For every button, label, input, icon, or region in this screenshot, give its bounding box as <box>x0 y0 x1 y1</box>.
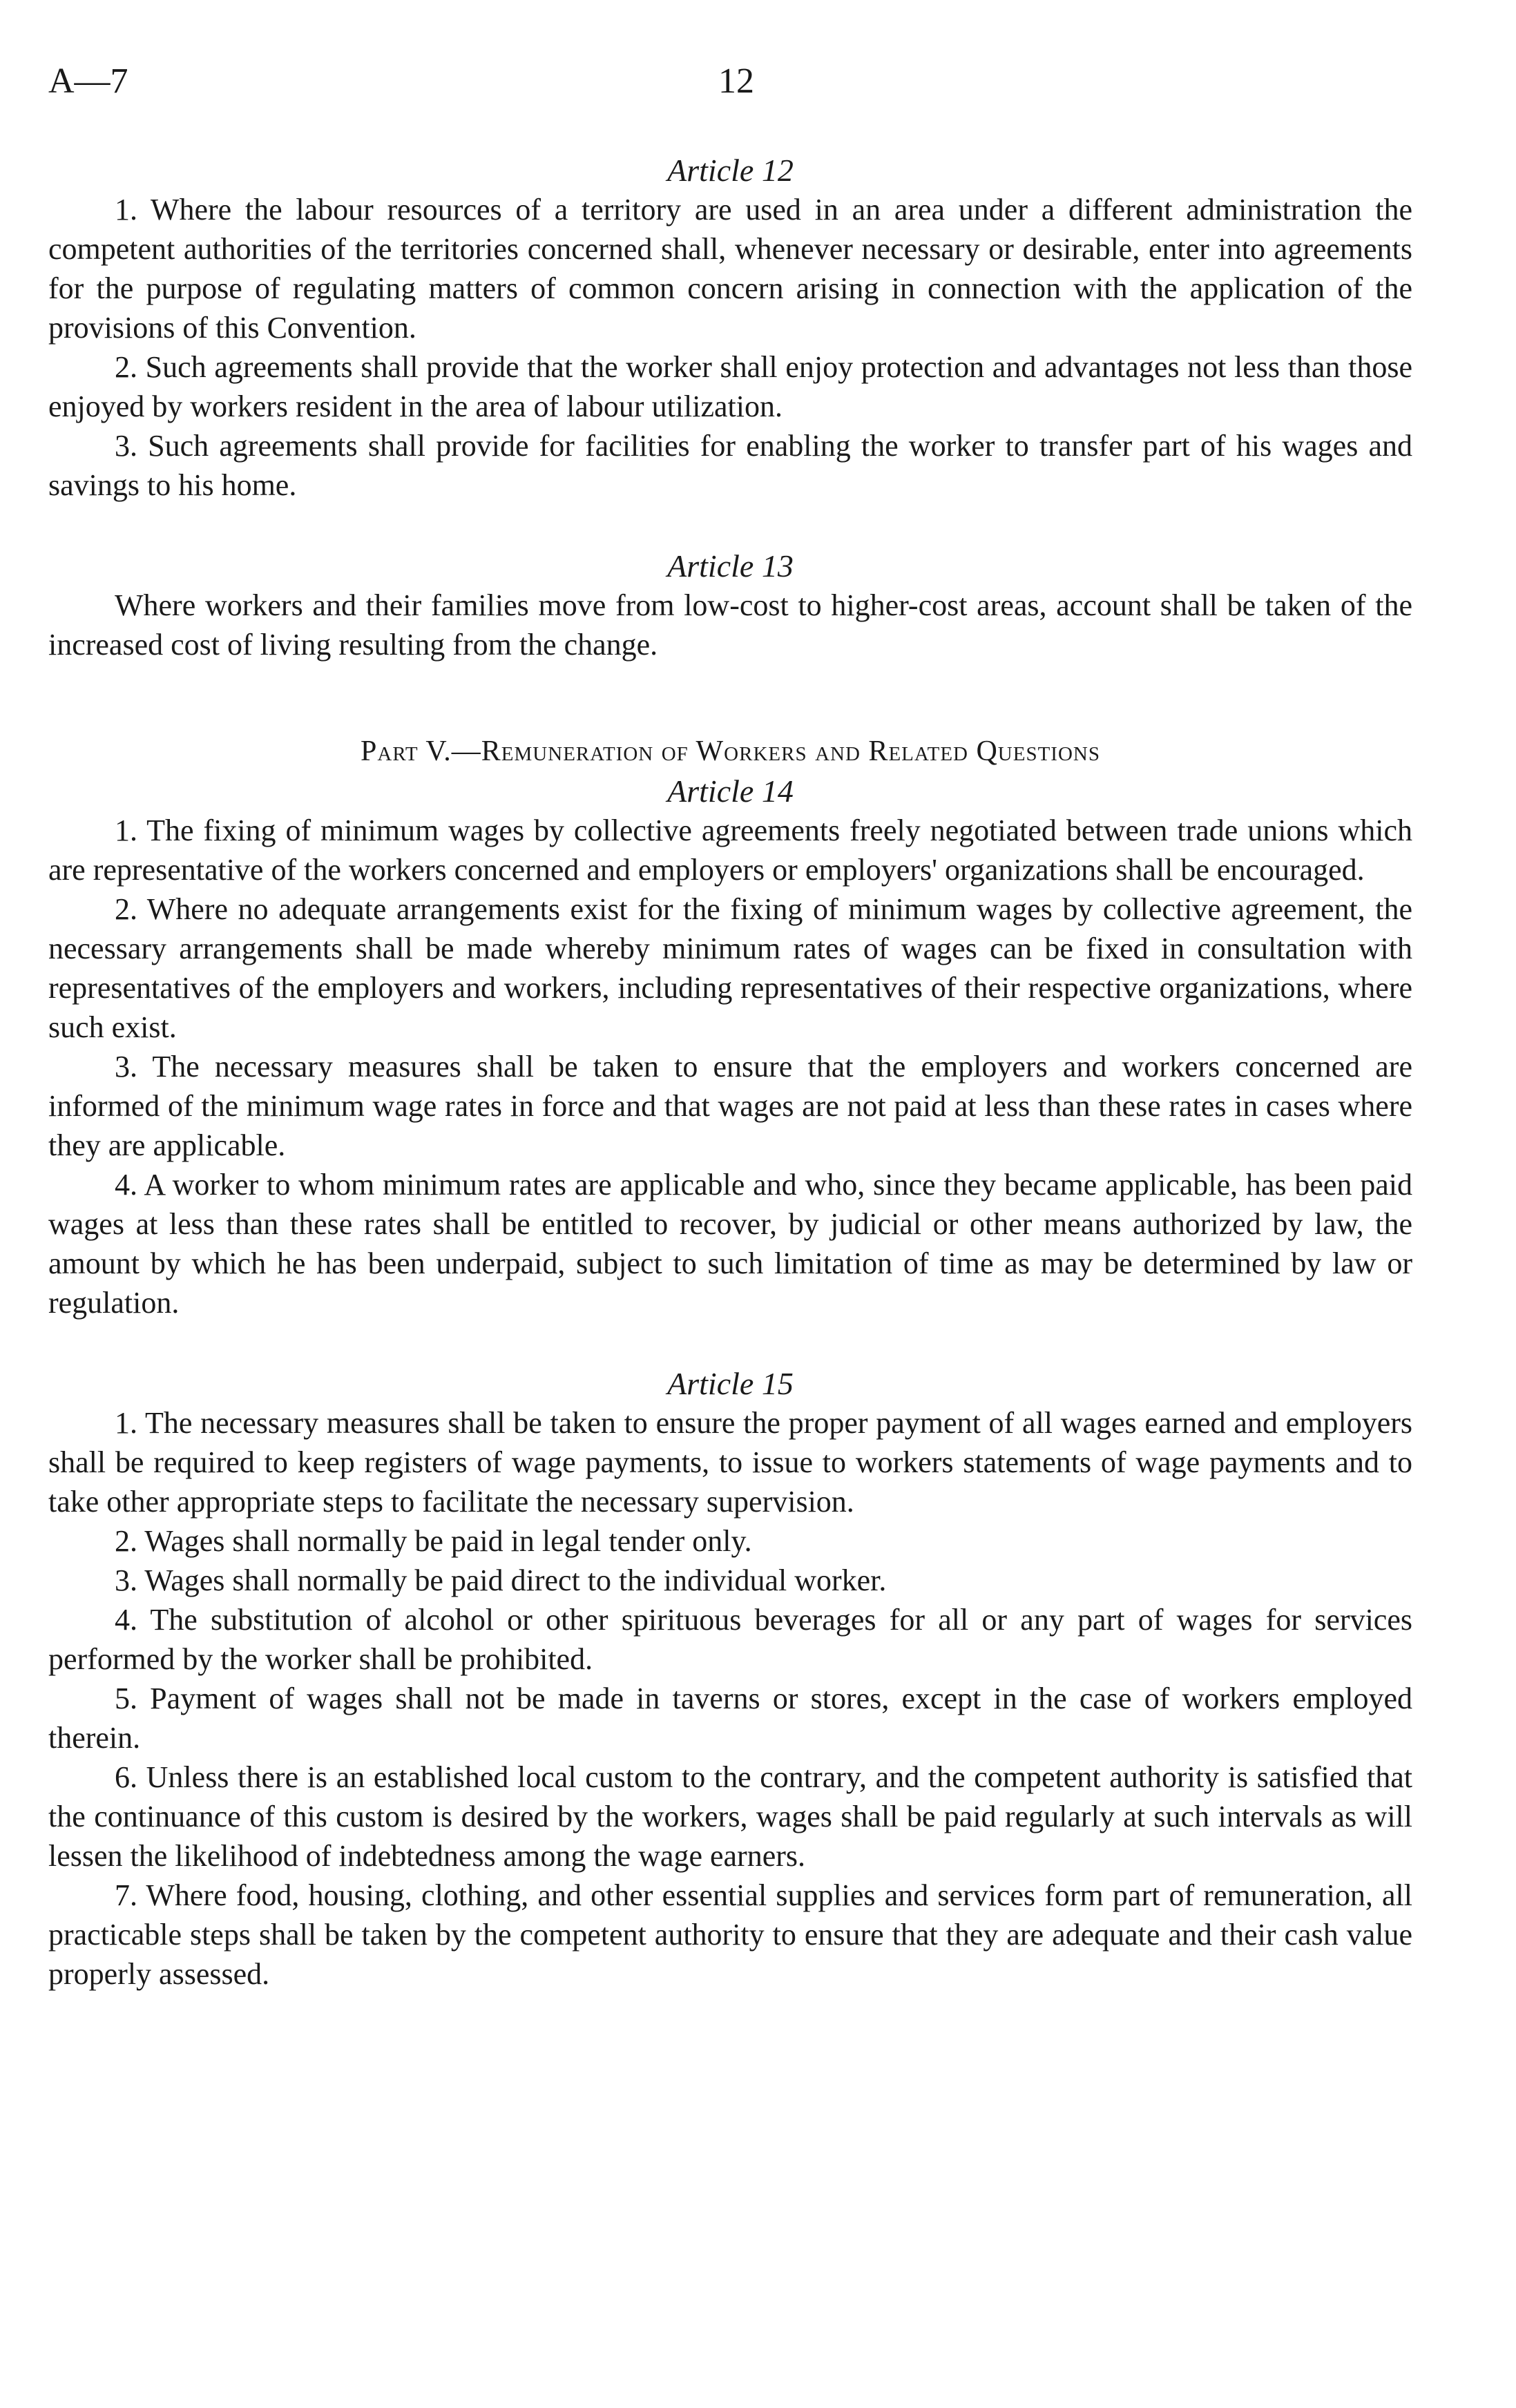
body-text <box>48 151 1412 1994</box>
article-15-paragraph-3: 3. Wages shall normally be paid direct to the individual worker. <box>115 1563 887 1597</box>
article-12-paragraph-1: 1. Where the labour resources of a territory are used in an area under a different administration the competent authorities of the territories concerned shall, whenever necessary or desirable, enter into agreements for the purpose of regulating matters of common concern arising in connection with the application of the provisions of this Convention. <box>48 193 1412 345</box>
spacer <box>48 505 1412 546</box>
article-15-paragraph-1: 1. The necessary measures shall be taken to ensure the proper payment of all wages earned and employers shall be required to keep registers of wage payments, to issue to workers statements of wage payments and to take other appropriate steps to facilitate the necessary supervision. <box>48 1406 1412 1519</box>
article-13-heading: Article 13 <box>667 548 794 584</box>
spacer <box>48 664 1412 732</box>
article-14-paragraph-2: 2. Where no adequate arrangements exist for the fixing of minimum wages by collective agreement, the necessary arrangements shall be made whereby minimum rates of wages can be fixed in consultation with representatives of the employers and workers, including representatives of their respective organizations, where such exist. <box>48 892 1412 1044</box>
article-12-heading: Article 12 <box>667 153 794 188</box>
running-head <box>48 61 1430 109</box>
article-15-heading: Article 15 <box>667 1366 794 1401</box>
page-number: 12 <box>718 61 754 101</box>
article-13-paragraph-1: Where workers and their families move from low-cost to higher-cost areas, account shall be taken of the increased cost of living resulting from the change. <box>48 588 1412 662</box>
article-15-paragraph-4: 4. The substitution of alcohol or other spirituous beverages for all or any part of wages for services performed by the worker shall be prohibited. <box>48 1603 1412 1676</box>
article-14-paragraph-4: 4. A worker to whom minimum rates are applicable and who, since they became applicable, has been paid wages at less than these rates shall be entitled to recover, by judicial or other means authorized by law, the amount by which he has been underpaid, subject to such limitation of time as may be determined by law or regulation. <box>48 1168 1412 1320</box>
spacer <box>48 1322 1412 1364</box>
article-14-paragraph-3: 3. The necessary measures shall be taken to ensure that the employers and workers concerned are informed of the minimum wage rates in force and that wages are not paid at less than these rates in cases where they are applicable. <box>48 1050 1412 1162</box>
article-14-heading: Article 14 <box>667 773 794 809</box>
document-reference: A—7 <box>48 61 128 101</box>
part-v-heading: Part V.—Remuneration of Workers and Related Questions <box>361 735 1100 767</box>
article-12-paragraph-3: 3. Such agreements shall provide for facilities for enabling the worker to transfer part of his wages and savings to his home. <box>48 429 1412 502</box>
article-12-paragraph-2: 2. Such agreements shall provide that the worker shall enjoy protection and advantages not less than those enjoyed by workers resident in the area of labour utilization. <box>48 350 1412 423</box>
article-15-paragraph-7: 7. Where food, housing, clothing, and other essential supplies and services form part of remuneration, all practicable steps shall be taken by the competent authority to ensure that they are adequate and their cash value properly assessed. <box>48 1878 1412 1991</box>
article-15-paragraph-6: 6. Unless there is an established local custom to the contrary, and the competent authority is satisfied that the continuance of this custom is desired by the workers, wages shall be paid regularly at such intervals as will lessen the likelihood of indebtedness among the wage earners. <box>48 1760 1412 1873</box>
article-15-paragraph-5: 5. Payment of wages shall not be made in taverns or stores, except in the case of workers employed therein. <box>48 1682 1412 1755</box>
article-15-paragraph-2: 2. Wages shall normally be paid in legal tender only. <box>115 1524 752 1558</box>
article-14-paragraph-1: 1. The fixing of minimum wages by collective agreements freely negotiated between trade unions which are representative of the workers concerned and employers or employers' organizations shall be encouraged. <box>48 813 1412 887</box>
